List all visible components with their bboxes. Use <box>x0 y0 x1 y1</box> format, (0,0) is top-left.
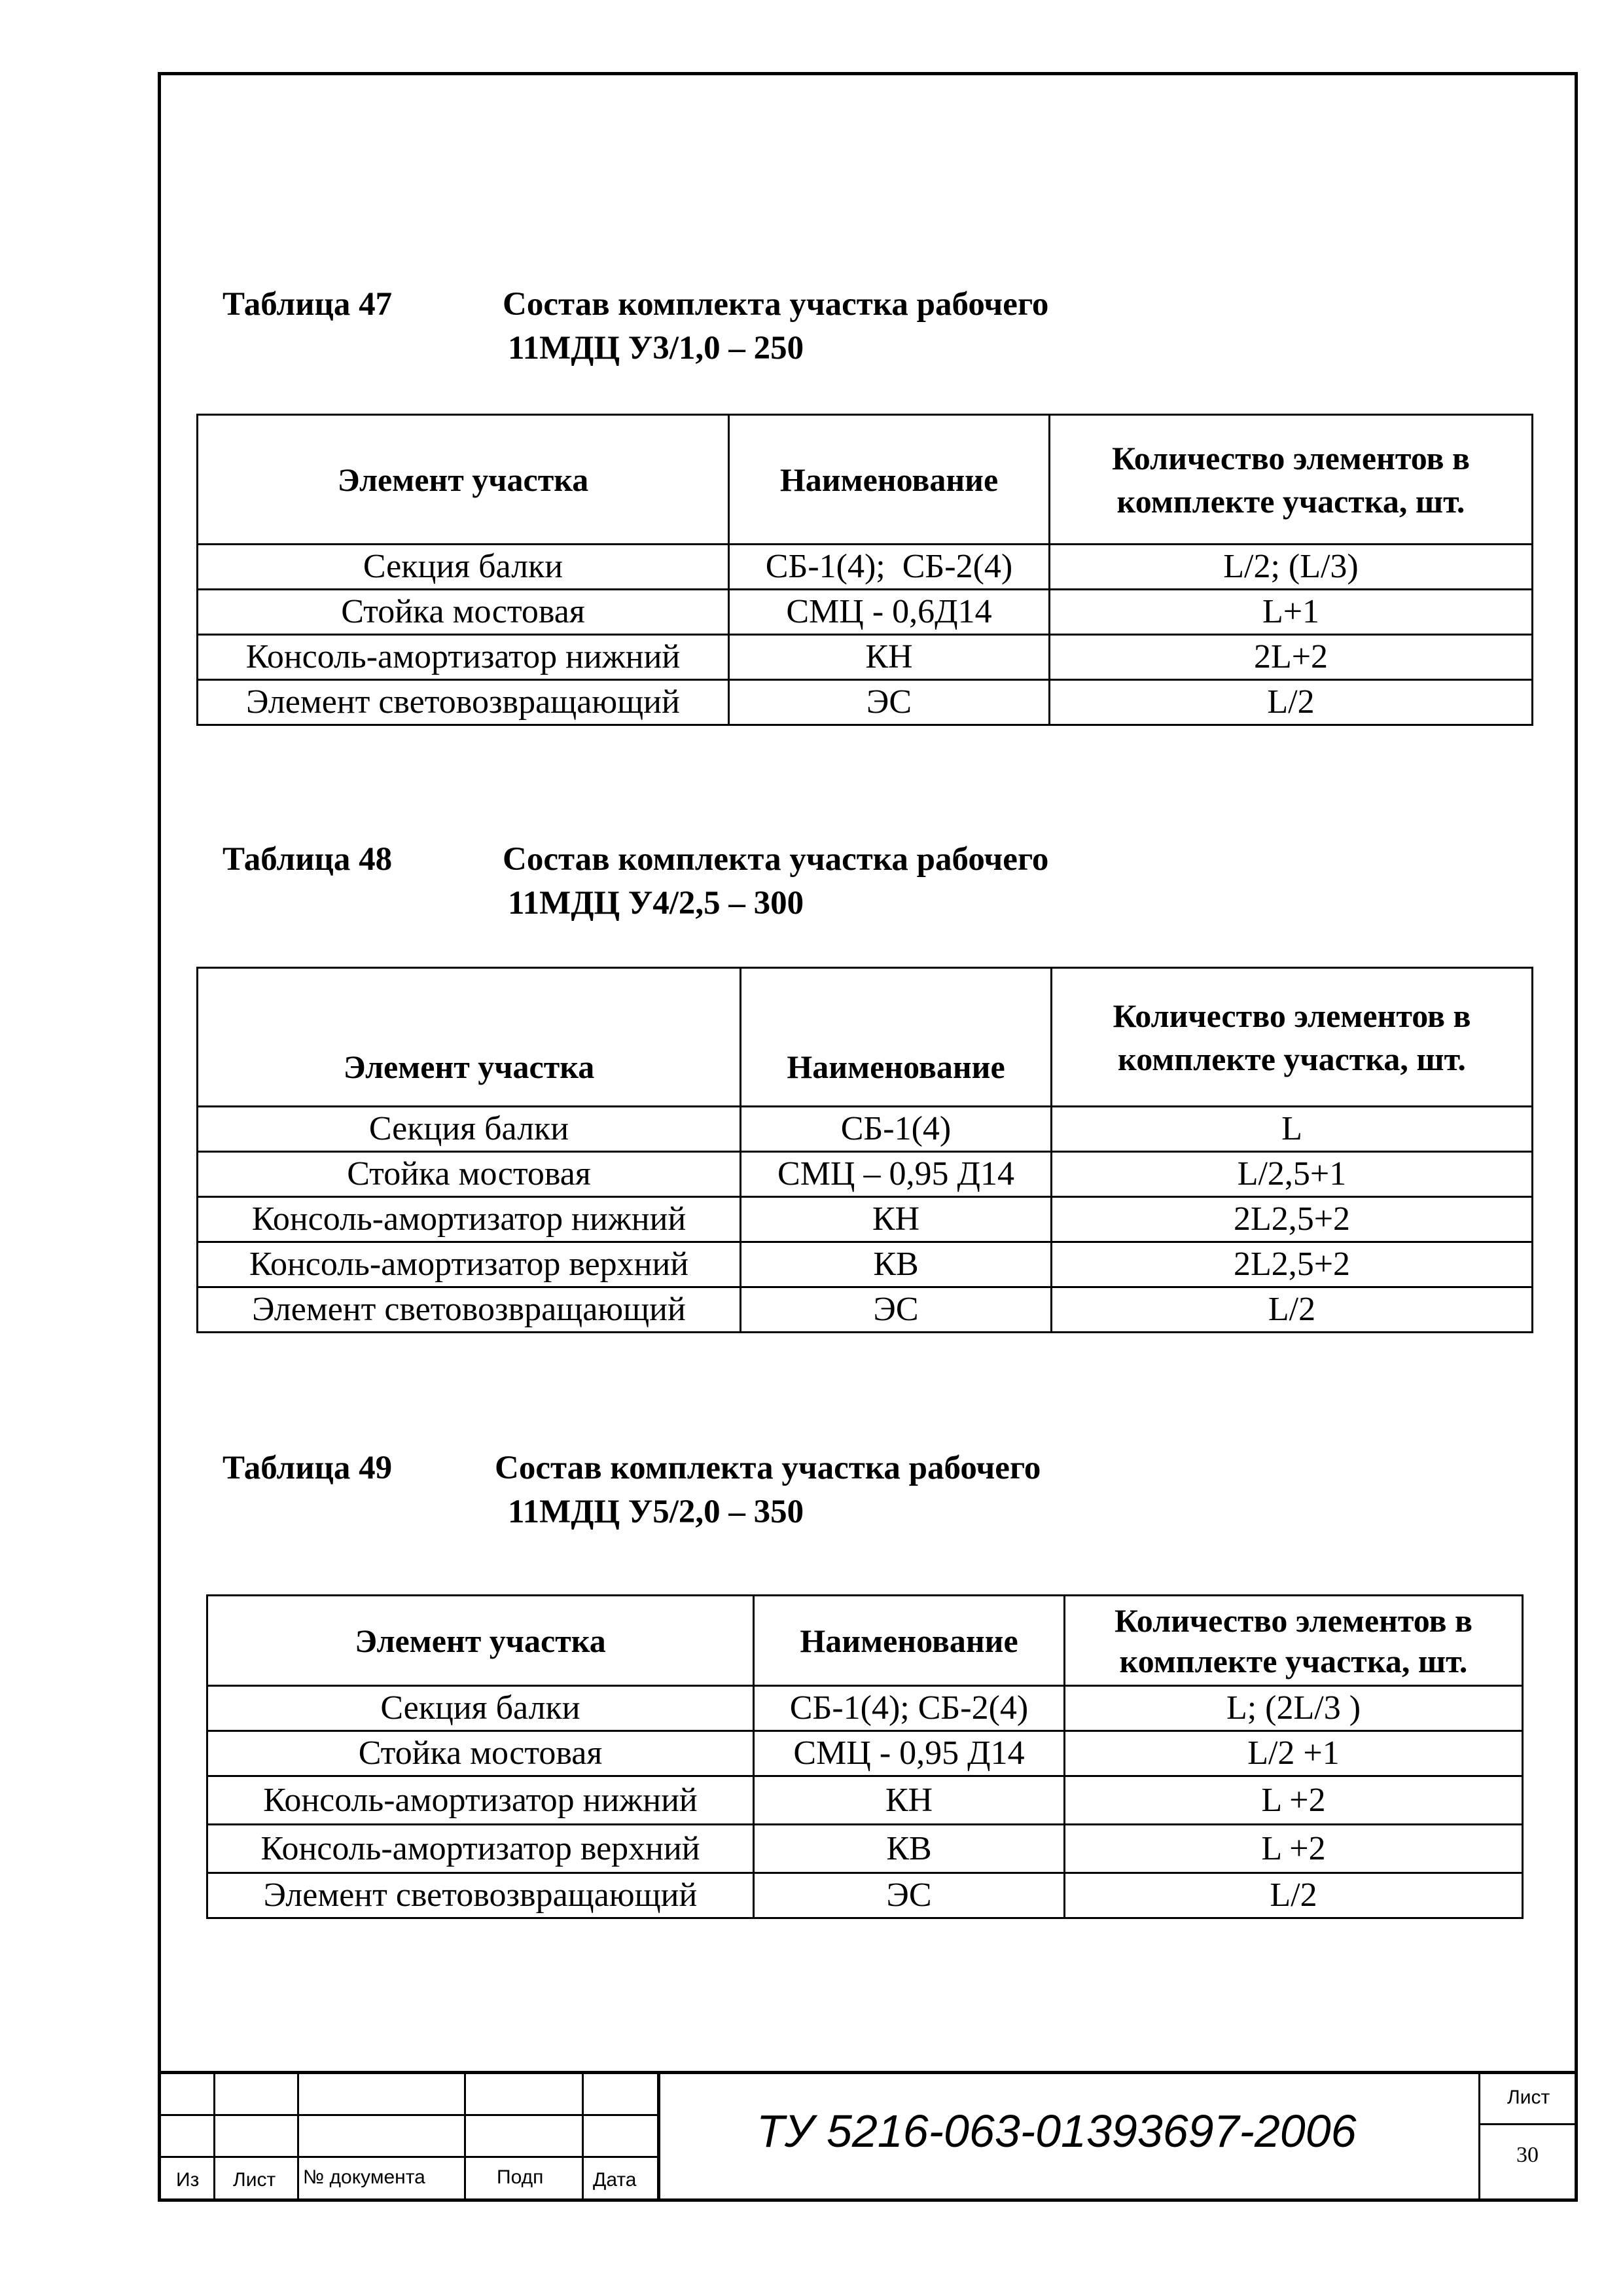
table-row <box>207 1686 1523 1731</box>
column-header <box>1050 415 1533 545</box>
table-cell: СБ-1(4); СБ-2(4) <box>754 1686 1065 1731</box>
table-row <box>198 1242 1533 1287</box>
table-cell: L+1 <box>1050 590 1533 635</box>
table-title: Состав комплекта участка рабочего <box>495 1450 1041 1486</box>
header-line: Количество элементов в комплекте участка, шт. <box>1114 1602 1473 1679</box>
table-header-row <box>207 1596 1523 1686</box>
table-cell: L +2 <box>1065 1825 1523 1873</box>
column-header: Элемент участка <box>198 968 741 1107</box>
table-cell: КН <box>754 1776 1065 1825</box>
table-cell: L; (2L/3 ) <box>1065 1686 1523 1731</box>
stamp-grid-line <box>657 2071 660 2202</box>
table-cell: Стойка мостовая <box>198 1152 741 1197</box>
sheet-number: 30 <box>1516 2143 1539 2167</box>
table-title: Состав комплекта участка рабочего <box>503 841 1049 878</box>
document-code: ТУ 5216-063-01393697-2006 <box>757 2106 1357 2157</box>
table-subtitle: 11МДЦ У4/2,5 – 300 <box>508 885 804 922</box>
table-cell: ЭС <box>741 1287 1052 1333</box>
table-row <box>198 1152 1533 1197</box>
stamp-grid-line <box>582 2071 584 2202</box>
table-row <box>198 545 1533 590</box>
table-cell: Стойка мостовая <box>207 1731 754 1776</box>
stamp-label-signature: Подп <box>497 2166 544 2188</box>
table-number: Таблица 48 <box>223 841 393 878</box>
table-cell: Секция балки <box>198 1107 741 1152</box>
table-cell: СМЦ - 0,6Д14 <box>729 590 1050 635</box>
column-header: Элемент участка <box>207 1596 754 1686</box>
table-cell: Секция балки <box>198 545 729 590</box>
sheet-label: Лист <box>1507 2087 1550 2108</box>
table-row <box>207 1731 1523 1776</box>
table-row <box>198 1197 1533 1242</box>
stamp-label-sheet: Лист <box>233 2169 276 2191</box>
column-header <box>1065 1596 1523 1686</box>
table-title: Состав комплекта участка рабочего <box>503 286 1049 323</box>
table-cell: L/2,5+1 <box>1052 1152 1533 1197</box>
table-49 <box>206 1594 1524 1919</box>
table-row <box>207 1873 1523 1918</box>
table-header-row <box>198 968 1533 1107</box>
table-cell: 2L2,5+2 <box>1052 1242 1533 1287</box>
table-cell: Секция балки <box>207 1686 754 1731</box>
header-line: Количество элементов в комплекте участка, шт. <box>1111 439 1471 520</box>
table-row <box>207 1776 1523 1825</box>
table-cell: Консоль-амортизатор верхний <box>207 1825 754 1873</box>
table-48 <box>196 967 1533 1333</box>
table-row <box>198 1287 1533 1333</box>
stamp-grid-line <box>297 2071 299 2202</box>
table-cell: СМЦ - 0,95 Д14 <box>754 1731 1065 1776</box>
stamp-top-line <box>158 2071 1578 2074</box>
column-header: Элемент участка <box>198 415 729 545</box>
column-header: Наименование <box>729 415 1050 545</box>
table-caption <box>223 1446 1204 1534</box>
table-row <box>198 680 1533 725</box>
table-cell: L/2 <box>1052 1287 1533 1333</box>
table-row <box>198 590 1533 635</box>
table-cell: Элемент световозвращающий <box>207 1873 754 1918</box>
table-cell: L +2 <box>1065 1776 1523 1825</box>
table-cell: СМЦ – 0,95 Д14 <box>741 1152 1052 1197</box>
title-block <box>158 2071 1578 2202</box>
table-caption <box>223 838 1204 925</box>
table-cell: КН <box>729 635 1050 680</box>
table-cell: Элемент световозвращающий <box>198 680 729 725</box>
table-cell: СБ-1(4) <box>741 1107 1052 1152</box>
column-header <box>1052 968 1533 1107</box>
table-row <box>198 635 1533 680</box>
table-cell: Консоль-амортизатор верхний <box>198 1242 741 1287</box>
table-subtitle: 11МДЦ У3/1,0 – 250 <box>508 330 804 367</box>
table-row <box>198 1107 1533 1152</box>
stamp-grid-line <box>464 2071 466 2202</box>
table-cell: Консоль-амортизатор нижний <box>198 1197 741 1242</box>
table-cell: L <box>1052 1107 1533 1152</box>
table-cell: L/2 +1 <box>1065 1731 1523 1776</box>
table-cell: L/2 <box>1065 1873 1523 1918</box>
stamp-grid-line <box>213 2071 215 2202</box>
table-47 <box>196 414 1533 726</box>
table-number: Таблица 47 <box>223 286 393 323</box>
table-cell: ЭС <box>729 680 1050 725</box>
table-row <box>207 1825 1523 1873</box>
header-line: Количество элементов в комплекте участка, шт. <box>1113 997 1471 1077</box>
stamp-label-change: Из <box>176 2169 200 2191</box>
table-cell: L/2; (L/3) <box>1050 545 1533 590</box>
table-cell: КВ <box>741 1242 1052 1287</box>
table-subtitle: 11МДЦ У5/2,0 – 350 <box>508 1494 804 1530</box>
table-caption <box>223 283 1204 370</box>
table-cell: СБ-1(4); СБ-2(4) <box>729 545 1050 590</box>
table-cell: Консоль-амортизатор нижний <box>207 1776 754 1825</box>
table-cell: L/2 <box>1050 680 1533 725</box>
table-number: Таблица 49 <box>223 1450 393 1486</box>
table-cell: Консоль-амортизатор нижний <box>198 635 729 680</box>
table-cell: 2L2,5+2 <box>1052 1197 1533 1242</box>
table-cell: Элемент световозвращающий <box>198 1287 741 1333</box>
column-header: Наименование <box>741 968 1052 1107</box>
table-cell: КН <box>741 1197 1052 1242</box>
table-cell: 2L+2 <box>1050 635 1533 680</box>
table-cell: Стойка мостовая <box>198 590 729 635</box>
stamp-label-date: Дата <box>593 2169 637 2191</box>
table-cell: КВ <box>754 1825 1065 1873</box>
column-header: Наименование <box>754 1596 1065 1686</box>
table-cell: ЭС <box>754 1873 1065 1918</box>
stamp-grid-line <box>1478 2071 1480 2202</box>
stamp-grid-line <box>1480 2123 1578 2125</box>
table-header-row <box>198 415 1533 545</box>
stamp-label-document: № документа <box>303 2166 425 2188</box>
